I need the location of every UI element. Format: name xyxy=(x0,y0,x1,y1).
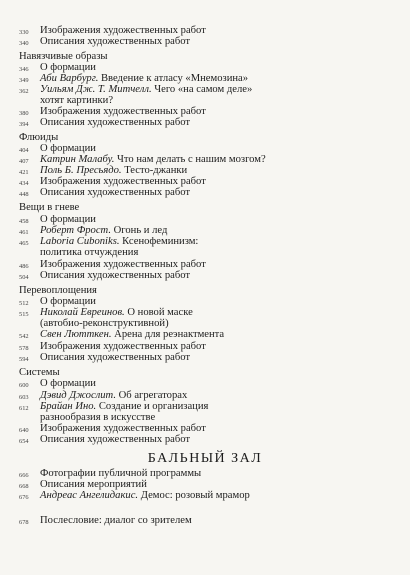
entry-title: Laboria Cuboniks. Ксенофеминизм: xyxy=(40,236,199,247)
author: Николай Евреинов. xyxy=(40,307,125,318)
entry-title: Описания художественных работ xyxy=(40,434,191,445)
page-number: 404 xyxy=(19,147,29,154)
author: Поль Б. Пресьядо. xyxy=(40,165,122,176)
entry-title: Свен Лютткен. Арена для реэнактмента xyxy=(40,329,225,340)
entry-title: О формации xyxy=(40,296,96,307)
entry-title: Уильям Дж. Т. Митчелл. Чего «на самом деле» xyxy=(40,84,253,95)
entry-title: Изображения художественных работ xyxy=(40,106,206,117)
page-number: 668 xyxy=(19,483,29,490)
entry-title: Описания художественных работ xyxy=(40,36,191,47)
entry-title: Описания художественных работ xyxy=(40,270,191,281)
page-number: 461 xyxy=(19,229,29,236)
entry-title: Послесловие: диалог со зрителем xyxy=(40,515,192,526)
page-number: 421 xyxy=(19,169,29,176)
page-number: 362 xyxy=(19,88,29,95)
entry-title: Катрин Малабу. Что нам делать с нашим мозгом? xyxy=(40,154,266,165)
entry-title: О формации xyxy=(40,214,96,225)
page-number: 603 xyxy=(19,394,29,401)
author: Роберт Фрост. xyxy=(40,225,111,236)
entry-title: О формации xyxy=(40,143,96,154)
author: Аби Варбург. xyxy=(40,73,99,84)
entry-title: Изображения художественных работ xyxy=(40,25,206,36)
author: Дэвид Джослит. xyxy=(40,390,116,401)
entry-title: Брайан Ино. Создание и организация xyxy=(40,401,209,412)
page-number: 394 xyxy=(19,121,29,128)
part-heading: БАЛЬНЫЙ ЗАЛ xyxy=(147,451,263,466)
entry-title: Изображения художественных работ xyxy=(40,176,206,187)
entry-title: Дэвид Джослит. Об агрегаторах xyxy=(40,390,188,401)
page-number: 678 xyxy=(19,519,29,526)
entry-title: Фотографии публичной программы xyxy=(40,468,202,479)
page-number: 666 xyxy=(19,472,29,479)
page-number: 448 xyxy=(19,191,29,198)
page-number: 654 xyxy=(19,438,29,445)
page-number: 515 xyxy=(19,311,29,318)
entry-title: Изображения художественных работ xyxy=(40,423,206,434)
page-number: 600 xyxy=(19,382,29,389)
author: Андреас Ангелидакис. xyxy=(40,490,139,501)
entry-title: Андреас Ангелидакис. Демос: розовый мрамор xyxy=(40,490,250,501)
author: Брайан Ино. xyxy=(40,401,97,412)
entry-title: Изображения художественных работ xyxy=(40,259,206,270)
page-number: 349 xyxy=(19,77,29,84)
entry-title: Николай Евреинов. О новой маске xyxy=(40,307,193,318)
author: Laboria Cuboniks. xyxy=(40,236,120,247)
entry-title: Описания мероприятий xyxy=(40,479,147,490)
page-number: 512 xyxy=(19,300,29,307)
entry-title: О формации xyxy=(40,378,96,389)
entry-title: О формации xyxy=(40,62,96,73)
author: Катрин Малабу. xyxy=(40,154,115,165)
page-number: 330 xyxy=(19,29,29,36)
page-number: 486 xyxy=(19,263,29,270)
page-number: 380 xyxy=(19,110,29,117)
page-number: 340 xyxy=(19,40,29,47)
page-number: 458 xyxy=(19,218,29,225)
entry-title: Описания художественных работ xyxy=(40,352,191,363)
page-number: 612 xyxy=(19,405,29,412)
page-number: 407 xyxy=(19,158,29,165)
entry-title: Описания художественных работ xyxy=(40,187,191,198)
entry-title: Роберт Фрост. Огонь и лед xyxy=(40,225,168,236)
page-number: 465 xyxy=(19,240,29,247)
page-number: 434 xyxy=(19,180,29,187)
author: Уильям Дж. Т. Митчелл. xyxy=(40,84,152,95)
page-number: 594 xyxy=(19,356,29,363)
page-number: 676 xyxy=(19,494,29,501)
page-number: 578 xyxy=(19,345,29,352)
author: Свен Лютткен. xyxy=(40,329,112,340)
page-number: 346 xyxy=(19,66,29,73)
page-number: 504 xyxy=(19,274,29,281)
entry-title: Поль Б. Пресьядо. Тесто-джанки xyxy=(40,165,188,176)
entry-title: Описания художественных работ xyxy=(40,117,191,128)
page-number: 542 xyxy=(19,333,29,340)
entry-title: Изображения художественных работ xyxy=(40,341,206,352)
toc-page: 330 Изображения художественных работ 340 Описания художественных работ Навязчивые образы 346 О формации 349 Аби Варбург. Введение к атласу «Мнемозина» 362 Уильям Дж. Т. Митчелл. Чего «на самом деле» хотят картинки? 380 Изображения художественных работ 394 Описания художественных работ Флюиды 404 О формации 407 Катрин Малабу. Что нам делать с нашим мозгом? 421 Поль Б. Пресьядо. Тесто-джанки 434 Изображения художественных работ 448 Описания художественных работ Вещи в гневе 458 О формации 461 Роберт Фрост. Огонь и лед 465 Laboria Cuboniks. Ксенофеминизм: политика отчуждения 486 Изображения художественных работ 504 Описания художественных работ Перевоплощения 512 О формации 515 Николай Евреинов. О новой маске (автобио-реконструктивной) 542 Свен Лютткен. Арена для реэнактмента 578 Изображения художественных работ 594 Описания художественных работ Системы 600 О формации 603 Дэвид Джослит. Об агрегаторах 612 Брайан Ино. Создание и организация разнообразия в искусстве 640 Изображения художественных работ 654 Описания художественных работ БАЛЬНЫЙ ЗАЛ 666 Фотографии публичной программы 668 Описания мероприятий 676 Андреас Ангелидакис. Демос: розовый мрамор 678 Послесловие: диалог со зрителем xyxy=(0,0,410,575)
entry-title: Аби Варбург. Введение к атласу «Мнемозина» xyxy=(40,73,249,84)
page-number: 640 xyxy=(19,427,29,434)
